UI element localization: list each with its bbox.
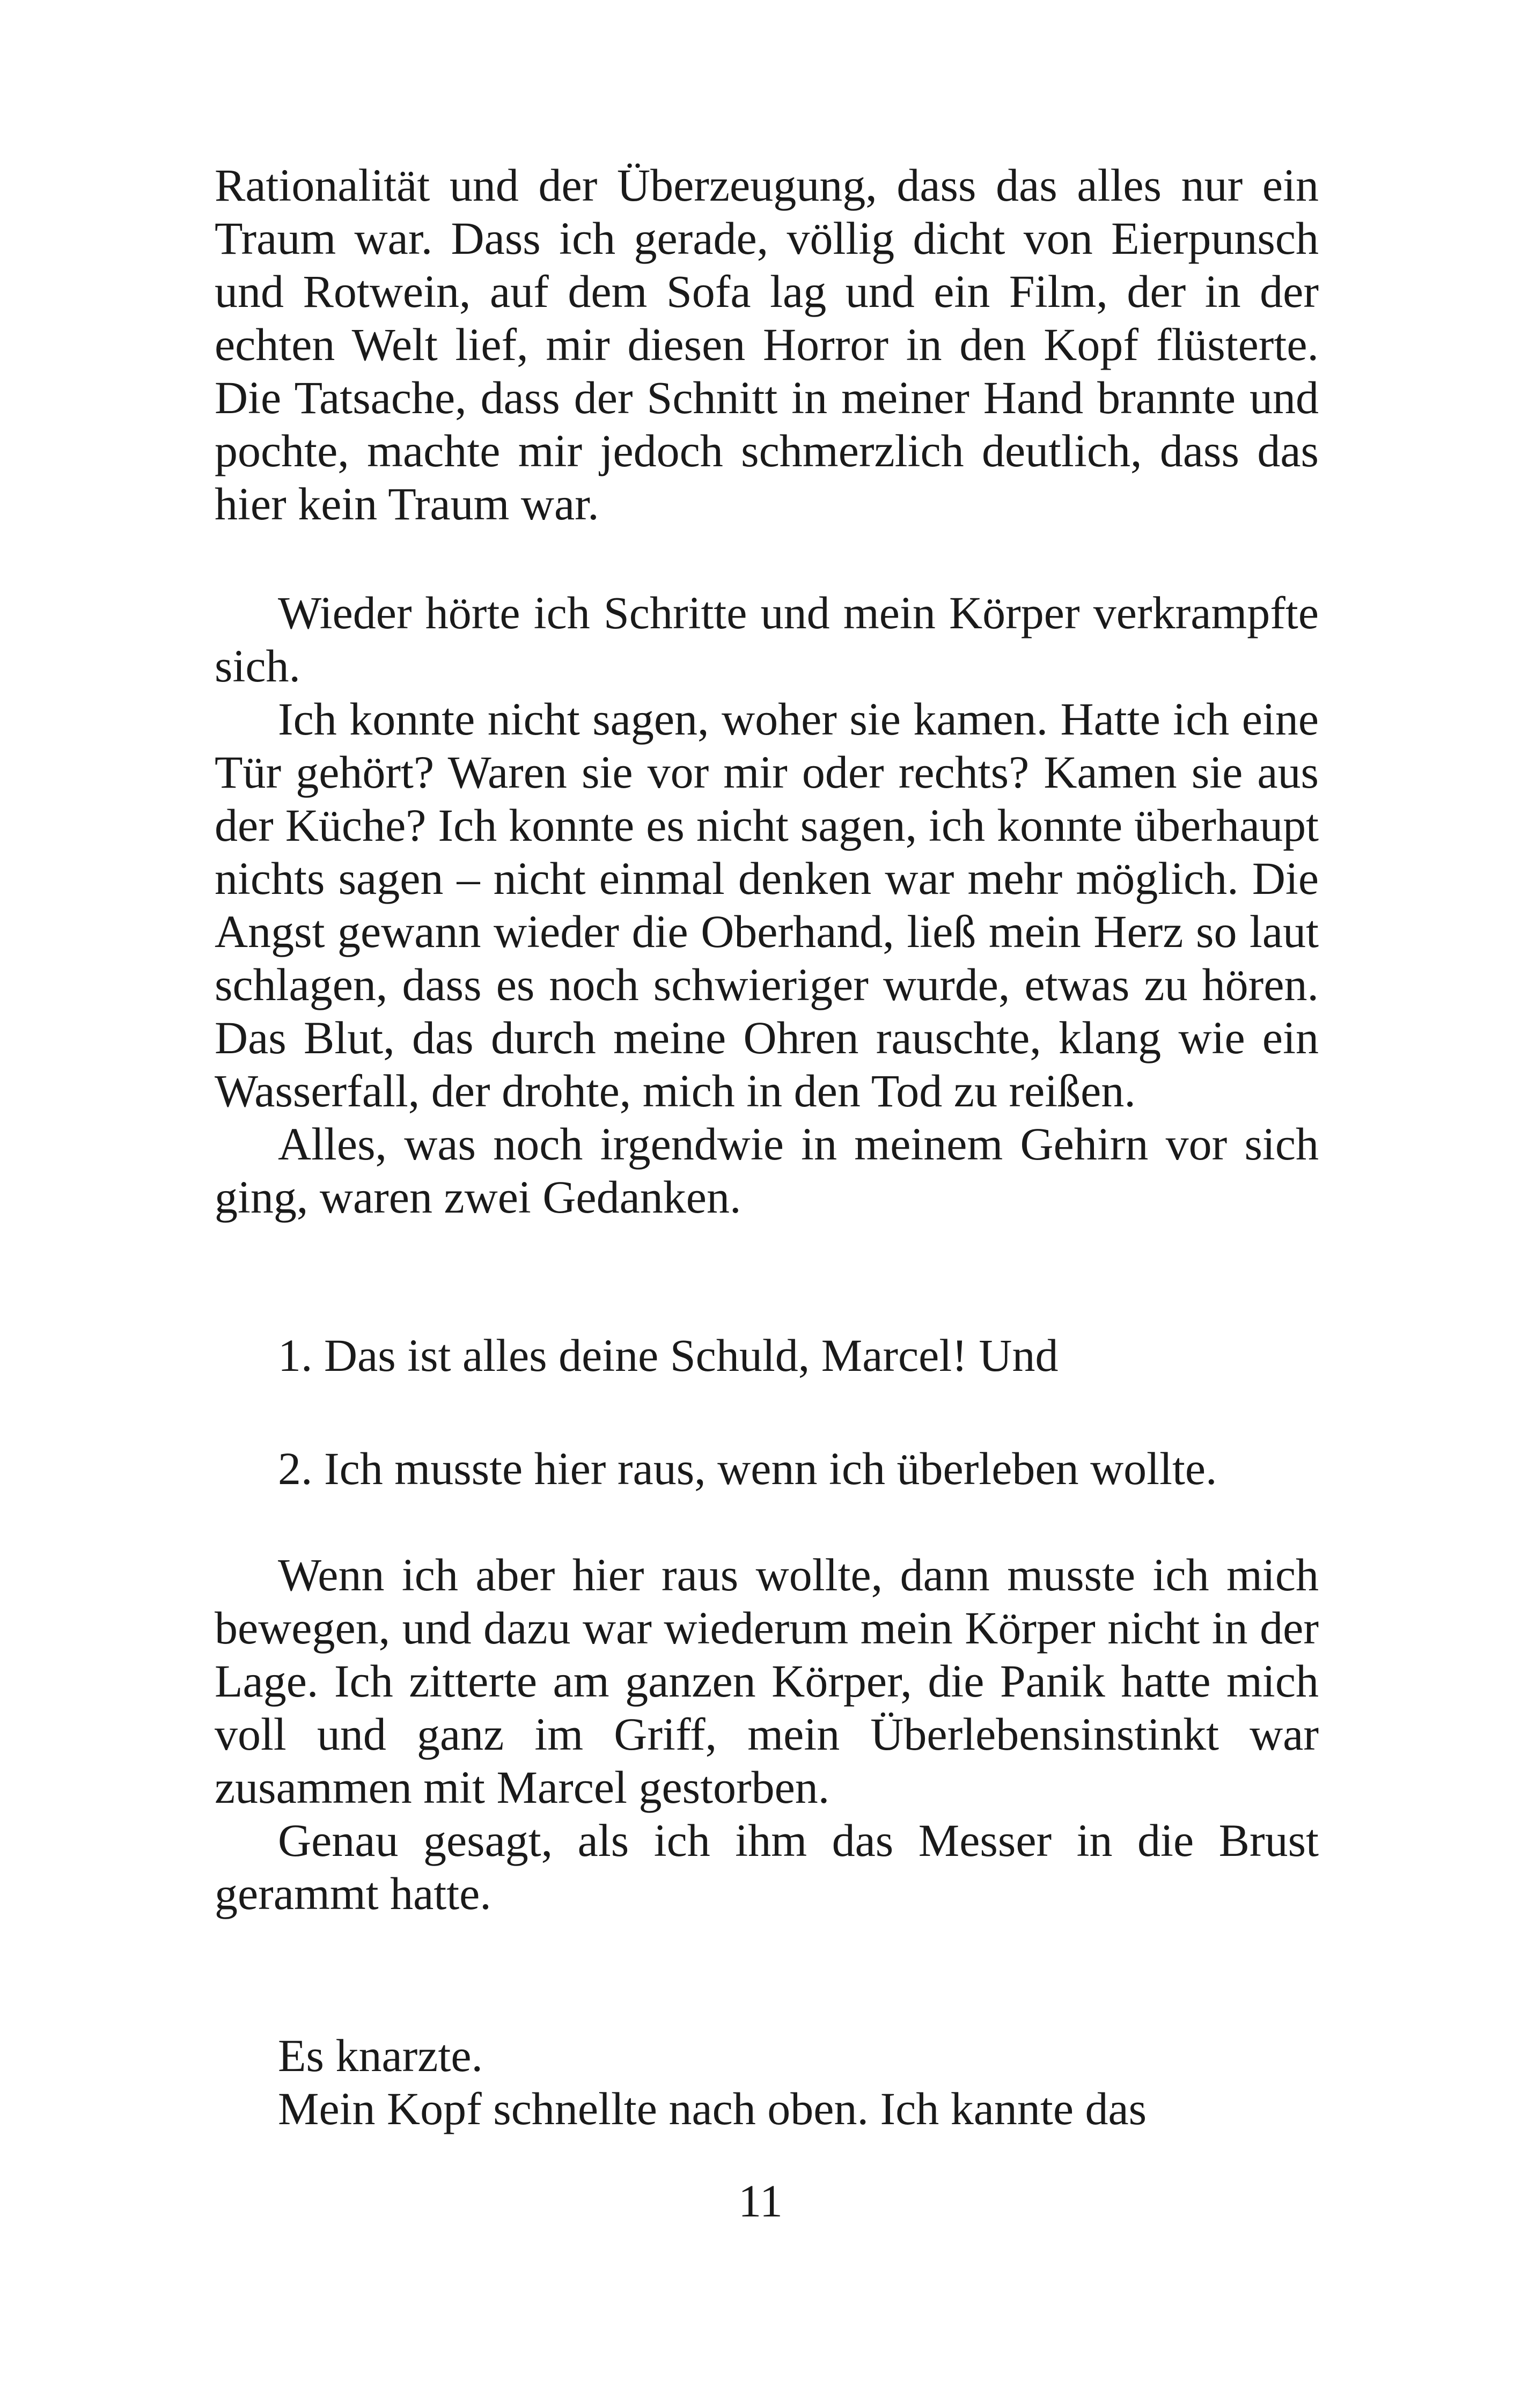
page-number: 11 [738,2175,783,2227]
paragraph: Genau gesagt, als ich ihm das Messer in die Brust gerammt hatte. [215,1815,1319,1919]
list-item-2 [215,1442,1319,1495]
paragraph: Es knarzte. [278,2030,483,2081]
paragraph: Alles, was noch irgendwie in meinem Gehirn vor sich ging, waren zwei Gedanken. [215,1118,1319,1223]
text-block-1 [215,159,1319,531]
text-block-4 [215,2029,1319,2135]
numbered-line: 1. Das ist alles deine Schuld, Marcel! Und [278,1330,1059,1381]
paragraph: Ich konnte nicht sagen, woher sie kamen. Hatte ich eine Tür gehört? Waren sie vor mir oder rechts? Kamen sie aus der Küche? Ich konnte es nicht sagen, ich konnte überhaupt nichts sagen – nicht einmal denken war mehr möglich. Die Angst gewann wieder die Oberhand, ließ mein Herz so laut schlagen, dass es noch schwieriger wurde, etwas zu hören. Das Blut, das durch meine Ohren rauschte, klang wie ein Wasserfall, der drohte, mich in den Tod zu reißen. [215,693,1319,1117]
paragraph: Wenn ich aber hier raus wollte, dann musste ich mich bewegen, und dazu war wiederum mein Körper nicht in der Lage. Ich zitterte am ganzen Körper, die Panik hatte mich voll und ganz im Griff, mein Überlebensinstinkt war zusammen mit Marcel gestorben. [215,1549,1319,1813]
paragraph: Mein Kopf schnellte nach oben. Ich kannte das [278,2083,1147,2134]
text-block-2 [215,586,1319,1224]
list-item-1 [215,1329,1319,1382]
numbered-line: 2. Ich musste hier raus, wenn ich überleben wollte. [278,1443,1217,1494]
text-block-3 [215,1548,1319,1920]
paragraph: Rationalität und der Überzeugung, dass das alles nur ein Traum war. Dass ich gerade, völlig dicht von Eierpunsch und Rotwein, auf dem Sofa lag und ein Film, der in der echten Welt lief, mir diesen Horror in den Kopf flüsterte. Die Tatsache, dass der Schnitt in meiner Hand brannte und pochte, machte mir jedoch schmerzlich deutlich, dass das hier kein Traum war. [215,159,1319,530]
paragraph: Wieder hörte ich Schritte und mein Körper verkrampfte sich. [215,587,1319,692]
